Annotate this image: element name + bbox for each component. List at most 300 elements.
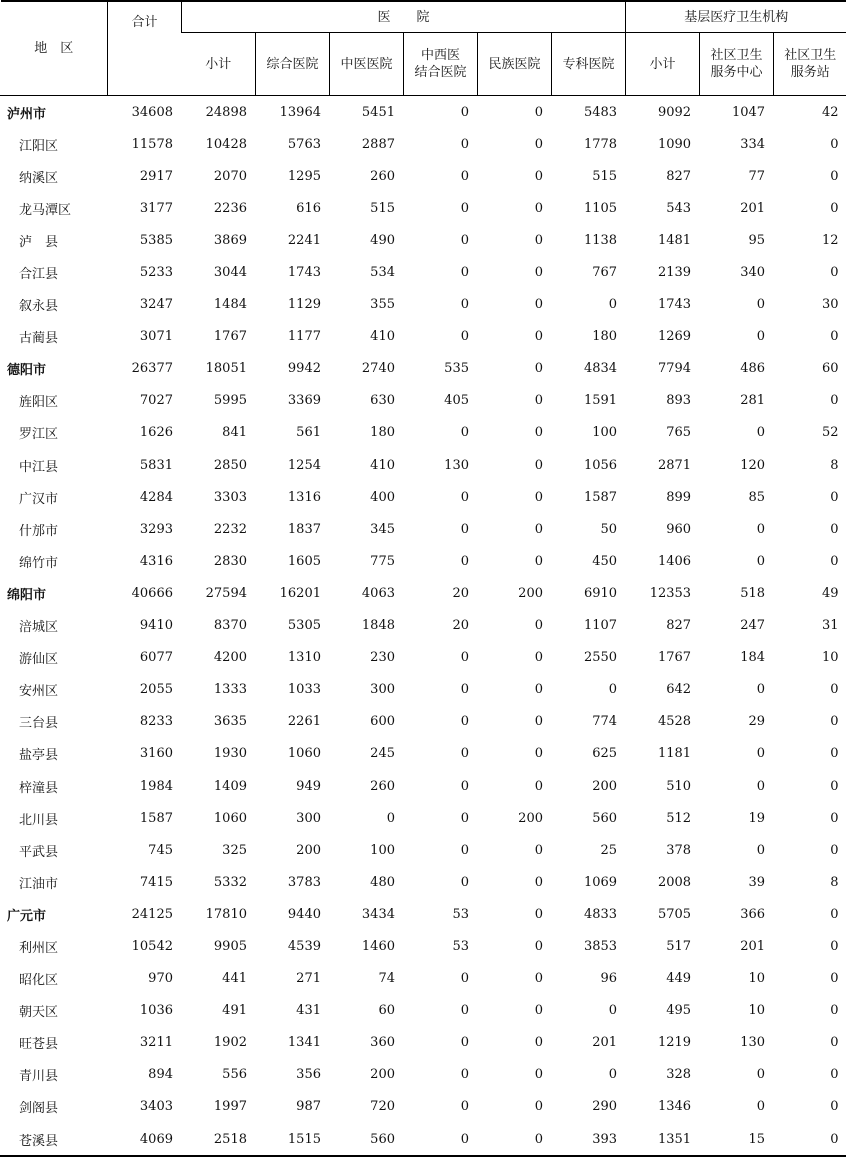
district-row <box>1 321 846 353</box>
value-cell: 1930 <box>182 738 256 770</box>
district-row <box>1 224 846 256</box>
value-cell: 0 <box>478 224 552 256</box>
region-name: 泸 县 <box>1 224 108 256</box>
value-cell: 400 <box>330 481 404 513</box>
value-cell: 4069 <box>108 1123 182 1156</box>
region-name: 江阳区 <box>1 128 108 160</box>
value-cell: 0 <box>478 545 552 577</box>
value-cell: 0 <box>404 224 478 256</box>
value-cell: 1346 <box>626 1091 700 1123</box>
value-cell: 0 <box>404 289 478 321</box>
value-cell: 8 <box>774 866 846 898</box>
value-cell: 1460 <box>330 930 404 962</box>
value-cell: 518 <box>700 577 774 609</box>
value-cell: 3211 <box>108 1027 182 1059</box>
value-cell: 9905 <box>182 930 256 962</box>
value-cell: 0 <box>478 128 552 160</box>
value-cell: 26377 <box>108 353 182 385</box>
region-name: 朝天区 <box>1 995 108 1027</box>
region-name: 旌阳区 <box>1 385 108 417</box>
region-name: 盐亭县 <box>1 738 108 770</box>
value-cell: 355 <box>330 289 404 321</box>
district-row <box>1 642 846 674</box>
value-cell: 1060 <box>256 738 330 770</box>
value-cell: 2139 <box>626 256 700 288</box>
value-cell: 1181 <box>626 738 700 770</box>
value-cell: 4063 <box>330 577 404 609</box>
value-cell: 30 <box>774 289 846 321</box>
value-cell: 515 <box>330 192 404 224</box>
value-cell: 0 <box>404 738 478 770</box>
value-cell: 366 <box>700 898 774 930</box>
header-hospital-group: 医 院 <box>182 1 626 33</box>
city-row <box>1 898 846 930</box>
value-cell: 184 <box>700 642 774 674</box>
value-cell: 0 <box>404 995 478 1027</box>
value-cell: 0 <box>552 1059 626 1091</box>
value-cell: 1605 <box>256 545 330 577</box>
value-cell: 201 <box>700 192 774 224</box>
value-cell: 2887 <box>330 128 404 160</box>
value-cell: 29 <box>700 706 774 738</box>
value-cell: 0 <box>478 192 552 224</box>
value-cell: 0 <box>700 738 774 770</box>
header-primary-group: 基层医疗卫生机构 <box>626 1 846 33</box>
value-cell: 0 <box>774 674 846 706</box>
value-cell: 1254 <box>256 449 330 481</box>
value-cell: 1484 <box>182 289 256 321</box>
value-cell: 0 <box>774 1091 846 1123</box>
value-cell: 5483 <box>552 96 626 129</box>
value-cell: 5233 <box>108 256 182 288</box>
value-cell: 0 <box>478 1027 552 1059</box>
value-cell: 0 <box>774 802 846 834</box>
value-cell: 0 <box>478 160 552 192</box>
value-cell: 0 <box>774 1027 846 1059</box>
value-cell: 517 <box>626 930 700 962</box>
value-cell: 2740 <box>330 353 404 385</box>
value-cell: 260 <box>330 160 404 192</box>
region-name: 罗江区 <box>1 417 108 449</box>
district-row <box>1 545 846 577</box>
value-cell: 0 <box>774 160 846 192</box>
region-name: 北川县 <box>1 802 108 834</box>
value-cell: 0 <box>478 256 552 288</box>
value-cell: 0 <box>478 706 552 738</box>
value-cell: 491 <box>182 995 256 1027</box>
value-cell: 4834 <box>552 353 626 385</box>
value-cell: 0 <box>774 1123 846 1156</box>
value-cell: 0 <box>774 930 846 962</box>
value-cell: 0 <box>774 192 846 224</box>
table-header <box>1 1 846 96</box>
value-cell: 13964 <box>256 96 330 129</box>
value-cell: 8 <box>774 449 846 481</box>
region-name: 安州区 <box>1 674 108 706</box>
value-cell: 486 <box>700 353 774 385</box>
district-row <box>1 674 846 706</box>
value-cell: 2850 <box>182 449 256 481</box>
value-cell: 1778 <box>552 128 626 160</box>
value-cell: 0 <box>774 513 846 545</box>
value-cell: 1767 <box>626 642 700 674</box>
value-cell: 0 <box>774 738 846 770</box>
value-cell: 600 <box>330 706 404 738</box>
value-cell: 201 <box>552 1027 626 1059</box>
value-cell: 1984 <box>108 770 182 802</box>
value-cell: 2070 <box>182 160 256 192</box>
value-cell: 1481 <box>626 224 700 256</box>
district-row <box>1 1123 846 1156</box>
header-subcol: 专科医院 <box>552 33 626 96</box>
value-cell: 0 <box>478 834 552 866</box>
value-cell: 431 <box>256 995 330 1027</box>
value-cell: 3071 <box>108 321 182 353</box>
region-name: 涪城区 <box>1 610 108 642</box>
header-subcol: 中西医 结合医院 <box>404 33 478 96</box>
value-cell: 0 <box>774 385 846 417</box>
value-cell: 0 <box>774 256 846 288</box>
value-cell: 3369 <box>256 385 330 417</box>
value-cell: 50 <box>552 513 626 545</box>
value-cell: 449 <box>626 963 700 995</box>
value-cell: 340 <box>700 256 774 288</box>
value-cell: 765 <box>626 417 700 449</box>
value-cell: 0 <box>700 417 774 449</box>
value-cell: 543 <box>626 192 700 224</box>
header-subcol: 民族医院 <box>478 33 552 96</box>
value-cell: 0 <box>478 642 552 674</box>
value-cell: 0 <box>478 353 552 385</box>
value-cell: 96 <box>552 963 626 995</box>
value-cell: 3783 <box>256 866 330 898</box>
value-cell: 0 <box>404 321 478 353</box>
district-row <box>1 930 846 962</box>
value-cell: 0 <box>404 160 478 192</box>
value-cell: 200 <box>256 834 330 866</box>
value-cell: 0 <box>404 1059 478 1091</box>
value-cell: 53 <box>404 898 478 930</box>
value-cell: 515 <box>552 160 626 192</box>
value-cell: 3293 <box>108 513 182 545</box>
value-cell: 10 <box>700 995 774 1027</box>
value-cell: 8233 <box>108 706 182 738</box>
value-cell: 247 <box>700 610 774 642</box>
value-cell: 12 <box>774 224 846 256</box>
value-cell: 1107 <box>552 610 626 642</box>
value-cell: 510 <box>626 770 700 802</box>
value-cell: 1409 <box>182 770 256 802</box>
value-cell: 24125 <box>108 898 182 930</box>
region-name: 叙永县 <box>1 289 108 321</box>
value-cell: 0 <box>404 834 478 866</box>
region-name: 广元市 <box>1 898 108 930</box>
value-cell: 0 <box>700 674 774 706</box>
value-cell: 616 <box>256 192 330 224</box>
district-row <box>1 513 846 545</box>
value-cell: 0 <box>404 513 478 545</box>
value-cell: 1105 <box>552 192 626 224</box>
value-cell: 200 <box>552 770 626 802</box>
header-subcol: 小计 <box>626 33 700 96</box>
value-cell: 3635 <box>182 706 256 738</box>
value-cell: 0 <box>774 481 846 513</box>
value-cell: 20 <box>404 577 478 609</box>
value-cell: 0 <box>478 930 552 962</box>
region-name: 青川县 <box>1 1059 108 1091</box>
value-cell: 378 <box>626 834 700 866</box>
value-cell: 1587 <box>108 802 182 834</box>
district-row <box>1 834 846 866</box>
value-cell: 535 <box>404 353 478 385</box>
value-cell: 60 <box>774 353 846 385</box>
value-cell: 2008 <box>626 866 700 898</box>
district-row <box>1 1091 846 1123</box>
district-row <box>1 995 846 1027</box>
value-cell: 1997 <box>182 1091 256 1123</box>
value-cell: 2232 <box>182 513 256 545</box>
value-cell: 200 <box>330 1059 404 1091</box>
value-cell: 0 <box>700 834 774 866</box>
value-cell: 0 <box>774 706 846 738</box>
value-cell: 0 <box>700 1059 774 1091</box>
value-cell: 0 <box>478 898 552 930</box>
value-cell: 774 <box>552 706 626 738</box>
value-cell: 560 <box>552 802 626 834</box>
region-name: 广汉市 <box>1 481 108 513</box>
value-cell: 9092 <box>626 96 700 129</box>
value-cell: 970 <box>108 963 182 995</box>
district-row <box>1 866 846 898</box>
value-cell: 1837 <box>256 513 330 545</box>
value-cell: 34608 <box>108 96 182 129</box>
value-cell: 3177 <box>108 192 182 224</box>
header-subcol: 小计 <box>182 33 256 96</box>
value-cell: 0 <box>404 1027 478 1059</box>
value-cell: 5305 <box>256 610 330 642</box>
value-cell: 9410 <box>108 610 182 642</box>
district-row <box>1 963 846 995</box>
value-cell: 10428 <box>182 128 256 160</box>
value-cell: 0 <box>478 1091 552 1123</box>
value-cell: 77 <box>700 160 774 192</box>
value-cell: 1056 <box>552 449 626 481</box>
region-name: 绵阳市 <box>1 577 108 609</box>
value-cell: 0 <box>478 738 552 770</box>
region-name: 游仙区 <box>1 642 108 674</box>
value-cell: 899 <box>626 481 700 513</box>
value-cell: 1295 <box>256 160 330 192</box>
value-cell: 495 <box>626 995 700 1027</box>
value-cell: 0 <box>478 96 552 129</box>
value-cell: 1177 <box>256 321 330 353</box>
value-cell: 0 <box>404 674 478 706</box>
value-cell: 827 <box>626 160 700 192</box>
district-row <box>1 610 846 642</box>
value-cell: 1515 <box>256 1123 330 1156</box>
value-cell: 0 <box>774 995 846 1027</box>
value-cell: 130 <box>700 1027 774 1059</box>
region-name: 昭化区 <box>1 963 108 995</box>
value-cell: 1587 <box>552 481 626 513</box>
value-cell: 0 <box>774 963 846 995</box>
value-cell: 360 <box>330 1027 404 1059</box>
value-cell: 5705 <box>626 898 700 930</box>
district-row <box>1 481 846 513</box>
value-cell: 0 <box>404 642 478 674</box>
value-cell: 5332 <box>182 866 256 898</box>
value-cell: 894 <box>108 1059 182 1091</box>
value-cell: 0 <box>404 770 478 802</box>
value-cell: 0 <box>552 674 626 706</box>
value-cell: 3869 <box>182 224 256 256</box>
value-cell: 60 <box>330 995 404 1027</box>
value-cell: 0 <box>478 385 552 417</box>
value-cell: 0 <box>478 995 552 1027</box>
value-cell: 15 <box>700 1123 774 1156</box>
value-cell: 5385 <box>108 224 182 256</box>
value-cell: 0 <box>404 128 478 160</box>
value-cell: 0 <box>700 1091 774 1123</box>
value-cell: 201 <box>700 930 774 962</box>
value-cell: 180 <box>552 321 626 353</box>
value-cell: 0 <box>700 513 774 545</box>
value-cell: 410 <box>330 449 404 481</box>
value-cell: 0 <box>404 963 478 995</box>
district-row <box>1 449 846 481</box>
region-name: 旺苍县 <box>1 1027 108 1059</box>
value-cell: 480 <box>330 866 404 898</box>
value-cell: 31 <box>774 610 846 642</box>
value-cell: 3403 <box>108 1091 182 1123</box>
district-row <box>1 417 846 449</box>
region-name: 龙马潭区 <box>1 192 108 224</box>
value-cell: 0 <box>478 610 552 642</box>
value-cell: 1069 <box>552 866 626 898</box>
value-cell: 745 <box>108 834 182 866</box>
value-cell: 200 <box>478 802 552 834</box>
header-total: 合计 <box>108 1 182 96</box>
value-cell: 130 <box>404 449 478 481</box>
value-cell: 5763 <box>256 128 330 160</box>
value-cell: 490 <box>330 224 404 256</box>
district-row <box>1 770 846 802</box>
value-cell: 1310 <box>256 642 330 674</box>
value-cell: 0 <box>774 898 846 930</box>
region-name: 江油市 <box>1 866 108 898</box>
value-cell: 100 <box>330 834 404 866</box>
value-cell: 53 <box>404 930 478 962</box>
value-cell: 0 <box>478 770 552 802</box>
value-cell: 200 <box>478 577 552 609</box>
value-cell: 0 <box>404 866 478 898</box>
value-cell: 3247 <box>108 289 182 321</box>
value-cell: 260 <box>330 770 404 802</box>
district-row <box>1 192 846 224</box>
table-body <box>1 96 846 1157</box>
value-cell: 334 <box>700 128 774 160</box>
value-cell: 120 <box>700 449 774 481</box>
value-cell: 24898 <box>182 96 256 129</box>
header-subcol: 社区卫生 服务中心 <box>700 33 774 96</box>
value-cell: 3160 <box>108 738 182 770</box>
region-name: 梓潼县 <box>1 770 108 802</box>
value-cell: 2236 <box>182 192 256 224</box>
value-cell: 0 <box>552 289 626 321</box>
header-subcol: 综合医院 <box>256 33 330 96</box>
value-cell: 0 <box>774 545 846 577</box>
value-cell: 5995 <box>182 385 256 417</box>
value-cell: 4833 <box>552 898 626 930</box>
value-cell: 0 <box>478 866 552 898</box>
value-cell: 25 <box>552 834 626 866</box>
value-cell: 441 <box>182 963 256 995</box>
value-cell: 0 <box>478 321 552 353</box>
value-cell: 1341 <box>256 1027 330 1059</box>
value-cell: 6910 <box>552 577 626 609</box>
value-cell: 0 <box>330 802 404 834</box>
value-cell: 1743 <box>626 289 700 321</box>
value-cell: 1129 <box>256 289 330 321</box>
value-cell: 450 <box>552 545 626 577</box>
value-cell: 1333 <box>182 674 256 706</box>
value-cell: 0 <box>404 481 478 513</box>
district-row <box>1 1027 846 1059</box>
district-row <box>1 256 846 288</box>
value-cell: 0 <box>404 802 478 834</box>
value-cell: 2241 <box>256 224 330 256</box>
region-name: 利州区 <box>1 930 108 962</box>
value-cell: 0 <box>478 1059 552 1091</box>
value-cell: 1591 <box>552 385 626 417</box>
region-name: 泸州市 <box>1 96 108 129</box>
value-cell: 410 <box>330 321 404 353</box>
value-cell: 1316 <box>256 481 330 513</box>
value-cell: 20 <box>404 610 478 642</box>
value-cell: 18051 <box>182 353 256 385</box>
value-cell: 960 <box>626 513 700 545</box>
value-cell: 0 <box>478 289 552 321</box>
value-cell: 49 <box>774 577 846 609</box>
value-cell: 1219 <box>626 1027 700 1059</box>
value-cell: 2261 <box>256 706 330 738</box>
value-cell: 17810 <box>182 898 256 930</box>
value-cell: 0 <box>774 834 846 866</box>
value-cell: 0 <box>774 1059 846 1091</box>
value-cell: 1047 <box>700 96 774 129</box>
city-row <box>1 353 846 385</box>
value-cell: 4539 <box>256 930 330 962</box>
value-cell: 0 <box>478 481 552 513</box>
value-cell: 0 <box>404 545 478 577</box>
value-cell: 2871 <box>626 449 700 481</box>
value-cell: 1090 <box>626 128 700 160</box>
value-cell: 1848 <box>330 610 404 642</box>
value-cell: 0 <box>478 417 552 449</box>
district-row <box>1 160 846 192</box>
region-name: 苍溪县 <box>1 1123 108 1156</box>
value-cell: 560 <box>330 1123 404 1156</box>
value-cell: 0 <box>404 256 478 288</box>
value-cell: 6077 <box>108 642 182 674</box>
value-cell: 42 <box>774 96 846 129</box>
value-cell: 827 <box>626 610 700 642</box>
value-cell: 1743 <box>256 256 330 288</box>
district-row <box>1 802 846 834</box>
region-name: 中江县 <box>1 449 108 481</box>
value-cell: 775 <box>330 545 404 577</box>
value-cell: 0 <box>478 449 552 481</box>
